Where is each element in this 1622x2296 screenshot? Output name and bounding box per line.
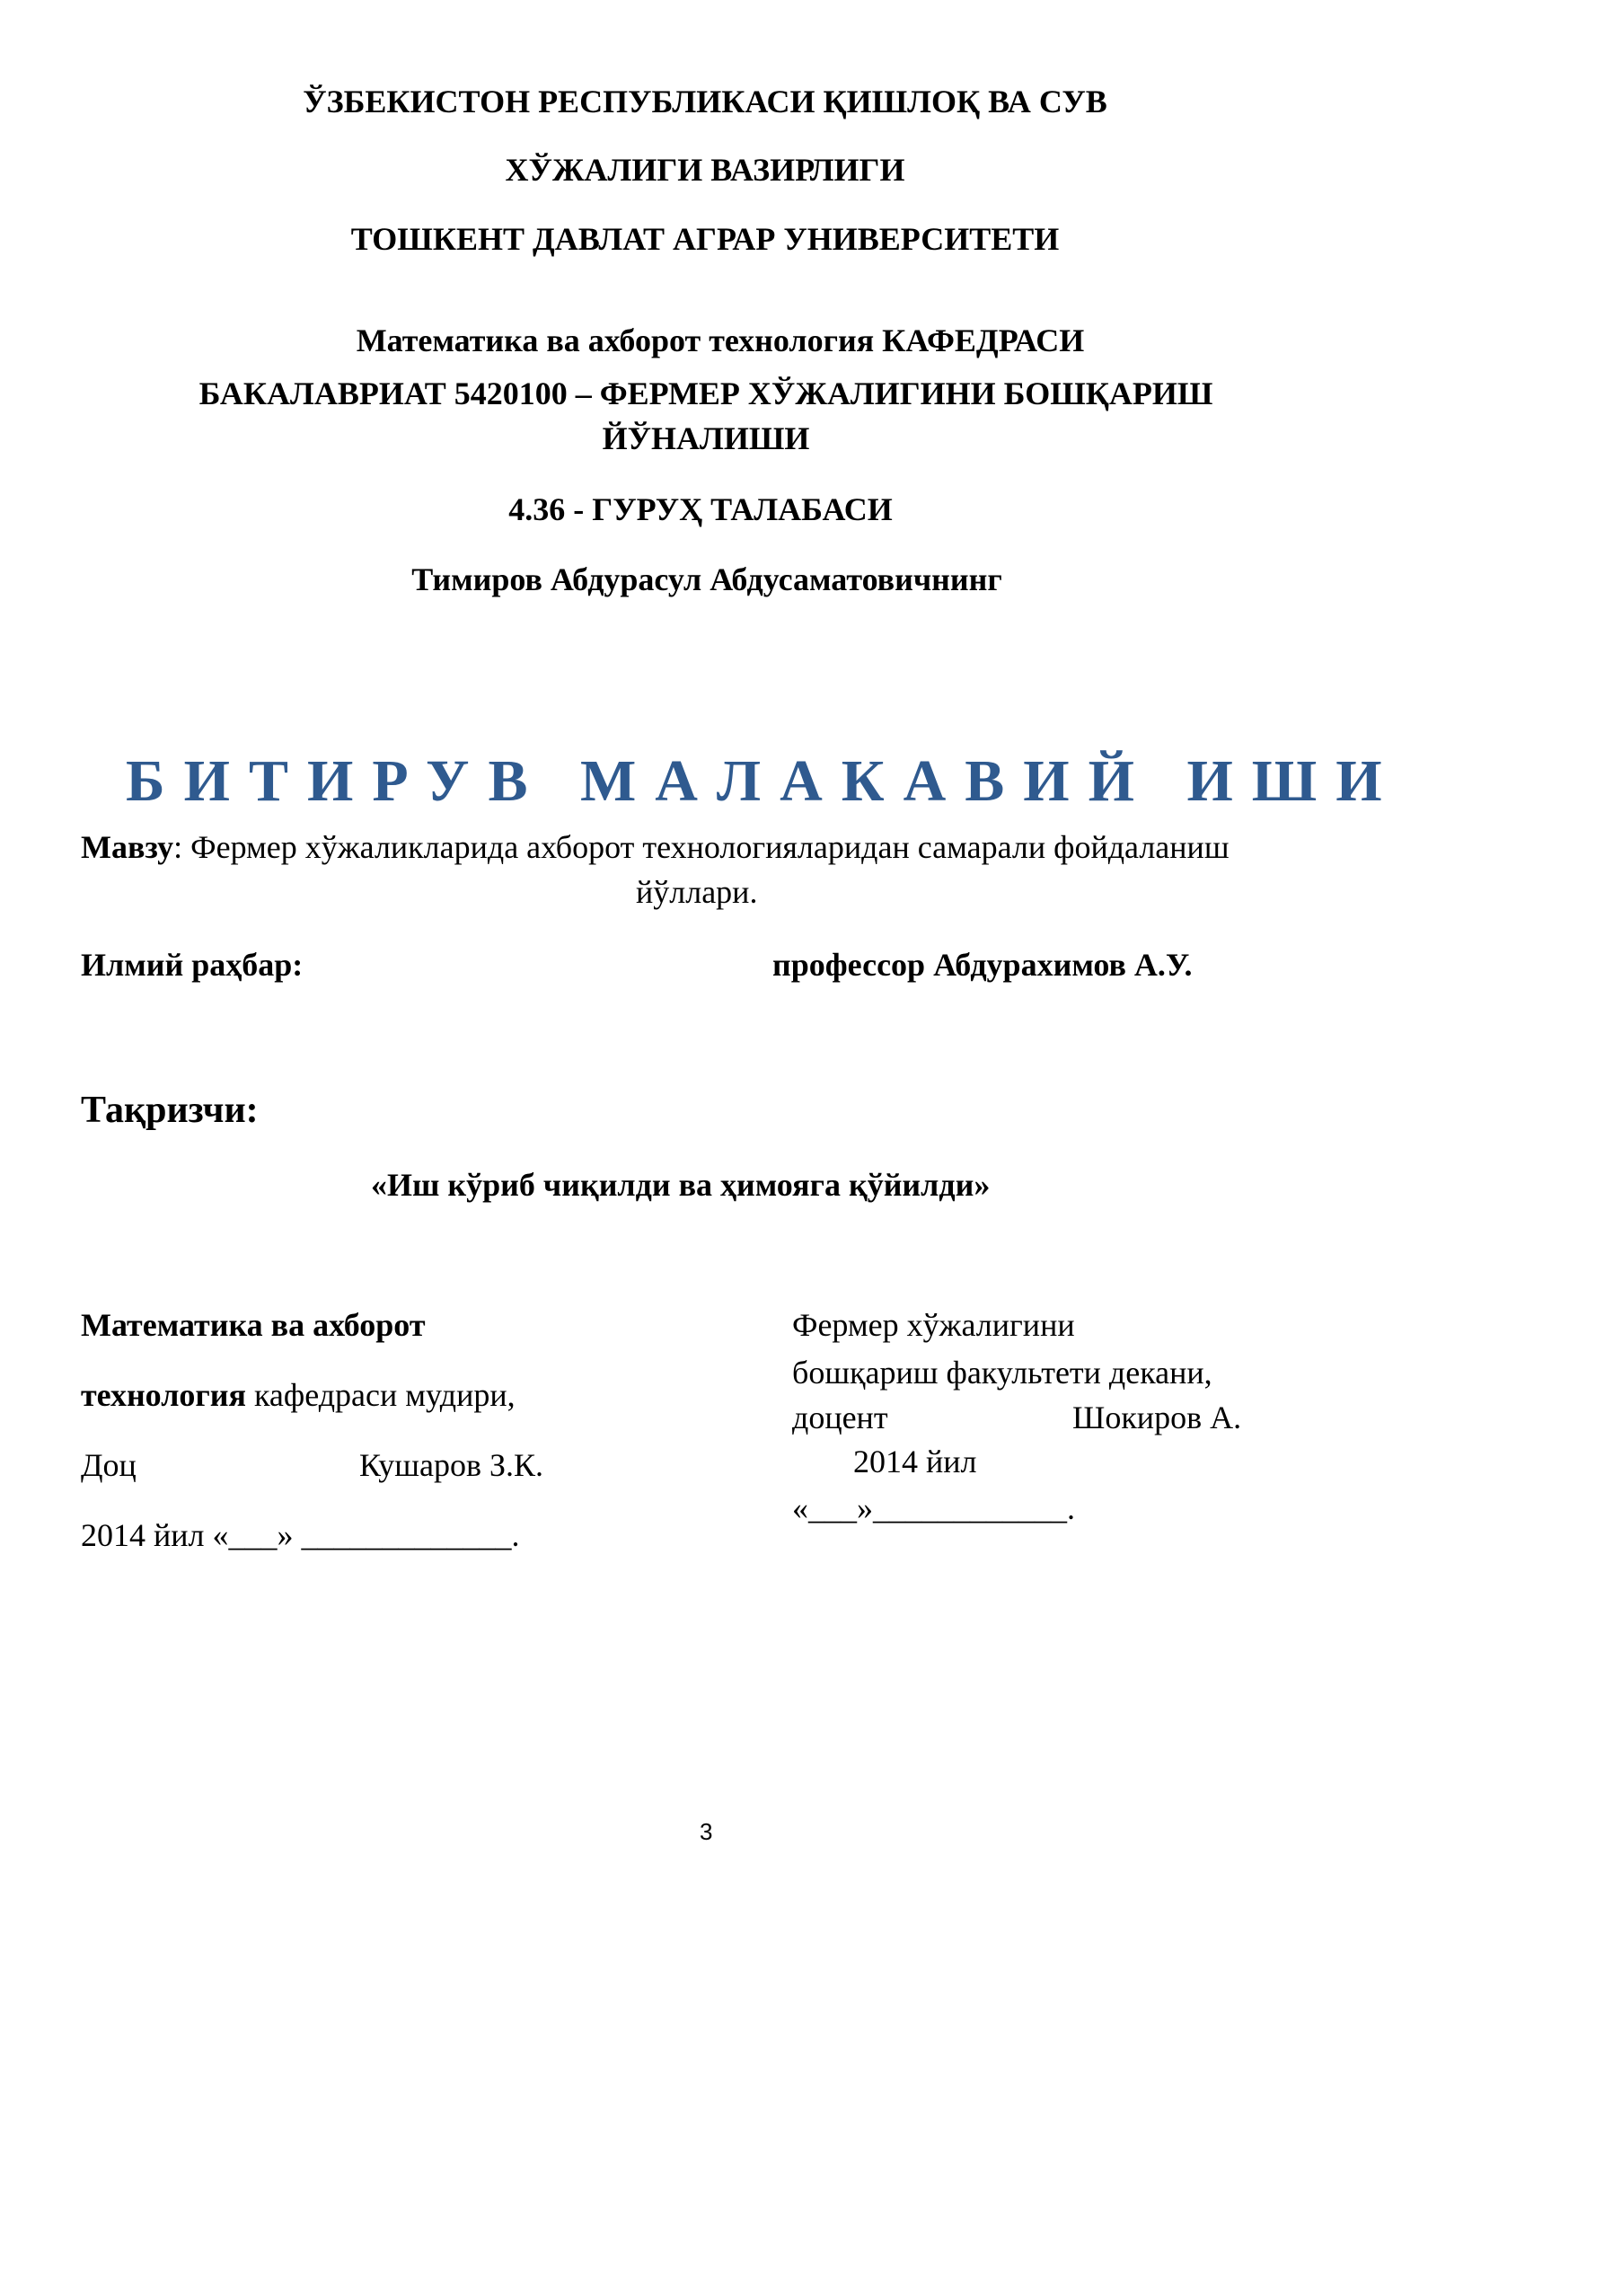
topic-text: : Фермер хўжаликларида ахборот технологияларидан самарали фойдаланиш: [173, 829, 1230, 865]
topic-line-1: [81, 828, 1230, 866]
right-signature-date: «___»____________.: [792, 1490, 1075, 1526]
topic-line-2: йўллари.: [636, 874, 758, 910]
university-name: ТОШКЕНТ ДАВЛАТ АГРАР УНИВЕРСИТЕТИ: [350, 221, 1060, 257]
program-line-1: БАКАЛАВРИАТ 5420100 – ФЕРМЕР ХЎЖАЛИГИНИ БОШҚАРИШ: [198, 375, 1213, 411]
left-signature-name: Кушаров З.К.: [359, 1447, 544, 1483]
left-signature-line-1: Математика ва ахборот: [81, 1307, 426, 1343]
left-signature-bold: технология: [81, 1377, 246, 1413]
reviewer-label: Тақризчи:: [81, 1090, 259, 1131]
left-signature-line-2: [81, 1376, 516, 1414]
group-label: 4.36 - ГУРУҲ ТАЛАБАСИ: [508, 491, 893, 527]
student-name: Тимиров Абдурасул Абдусаматовичнинг: [411, 561, 1002, 597]
right-signature-line-2: бошқариш факультети декани,: [792, 1355, 1212, 1391]
left-signature-date: 2014 йил «___» _____________.: [81, 1517, 520, 1553]
program-line-2: ЙЎНАЛИШИ: [602, 420, 810, 456]
page-number: 3: [700, 1818, 713, 1845]
ministry-line-2: ХЎЖАЛИГИ ВАЗИРЛИГИ: [505, 152, 905, 188]
right-signature-year: 2014 йил: [853, 1444, 977, 1479]
supervisor-name: профессор Абдурахимов А.У.: [772, 947, 1193, 983]
left-signature-rest: кафедраси мудири,: [245, 1377, 516, 1413]
ministry-line-1: ЎЗБЕКИСТОН РЕСПУБЛИКАСИ ҚИШЛОҚ ВА СУВ: [303, 84, 1107, 119]
left-signature-title: Доц: [81, 1447, 137, 1483]
approval-statement: «Иш кўриб чиқилди ва ҳимояга қўйилди»: [371, 1167, 991, 1203]
document-title: БИТИРУВ МАЛАКАВИЙ ИШИ: [126, 748, 1401, 814]
right-signature-line-1: Фермер хўжалигини: [792, 1307, 1075, 1343]
topic-label: Мавзу: [81, 829, 174, 865]
department-name: Математика ва ахборот технология КАФЕДРАСИ: [356, 322, 1085, 358]
supervisor-label: Илмий раҳбар:: [81, 947, 304, 983]
right-signature-title: доцент: [792, 1400, 888, 1435]
right-signature-name: Шокиров А.: [1072, 1400, 1242, 1435]
